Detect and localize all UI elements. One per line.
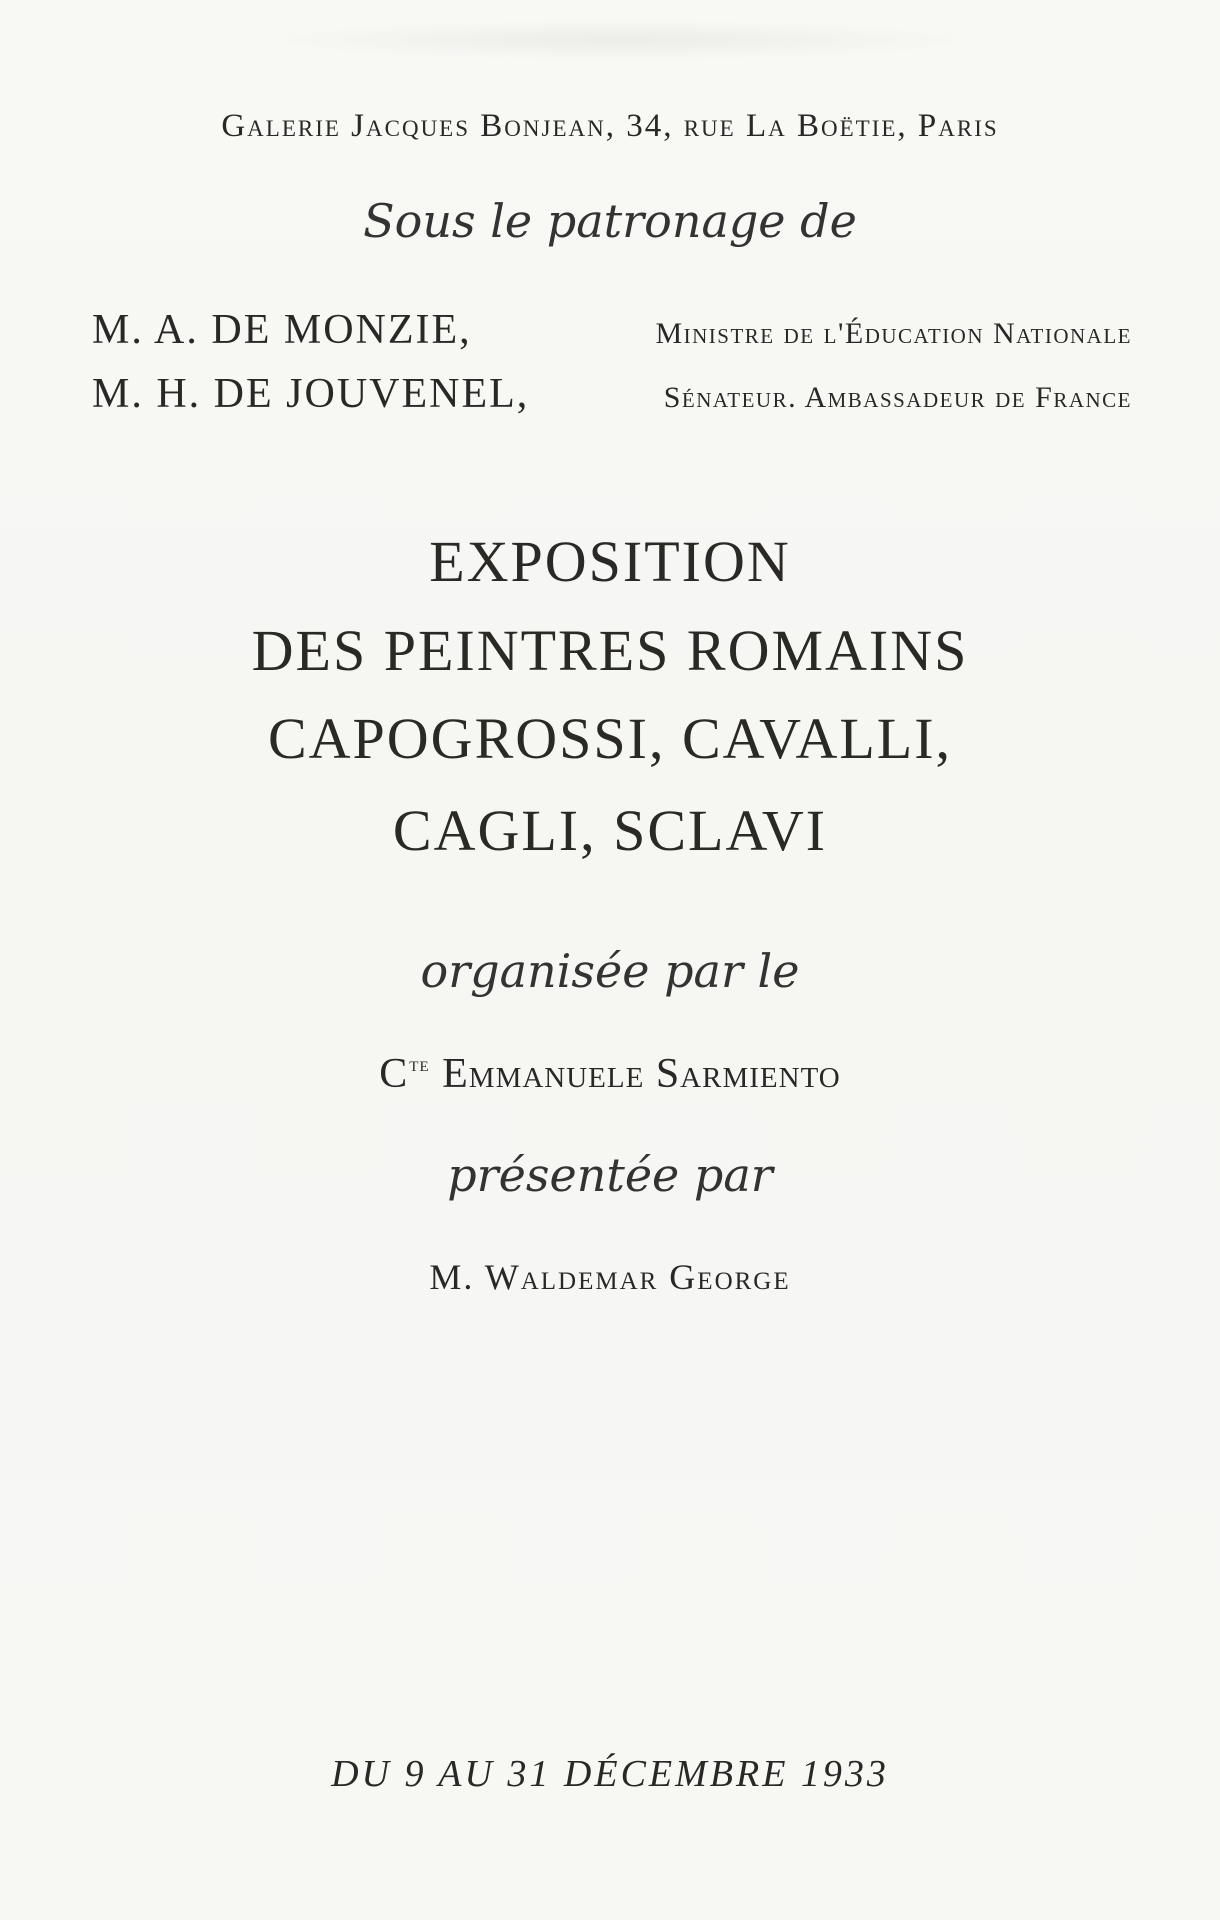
presenter-intro: présentée par: [447, 1148, 773, 1202]
gallery-address: Galerie Jacques Bonjean, 34, rue La Boëtie, Paris: [221, 108, 999, 144]
exhibition-title-line: CAPOGROSSI, CAVALLI,: [267, 706, 953, 771]
exhibition-title-line: DES PEINTRES ROMAINS: [251, 618, 969, 683]
patron-row-monzie: [92, 306, 1132, 354]
patron-title: Sénateur. Ambassadeur de France: [663, 381, 1132, 414]
presenter-name: M. Waldemar George: [429, 1257, 791, 1297]
patron-name: M. H. DE JOUVENEL,: [92, 371, 530, 417]
patronage-intro: Sous le patronage de: [363, 194, 857, 248]
organizer-prefix: C: [379, 1051, 410, 1097]
organizer-intro: organisée par le: [420, 944, 800, 998]
exhibition-title-line: EXPOSITION: [429, 529, 791, 594]
paper-smudge: [260, 20, 980, 60]
exhibition-title-line: CAGLI, SCLAVI: [392, 798, 828, 863]
organizer-prefix-sup: te: [409, 1051, 430, 1076]
patron-row-jouvenel: [92, 370, 1132, 418]
organizer-name: [0, 1050, 1220, 1098]
patron-name: M. A. DE MONZIE,: [92, 307, 472, 353]
exhibition-dates: DU 9 AU 31 DÉCEMBRE 1933: [331, 1753, 889, 1795]
patron-title: Ministre de l'Éducation Nationale: [655, 317, 1132, 350]
organizer-full-name: Emmanuele Sarmiento: [442, 1051, 841, 1097]
